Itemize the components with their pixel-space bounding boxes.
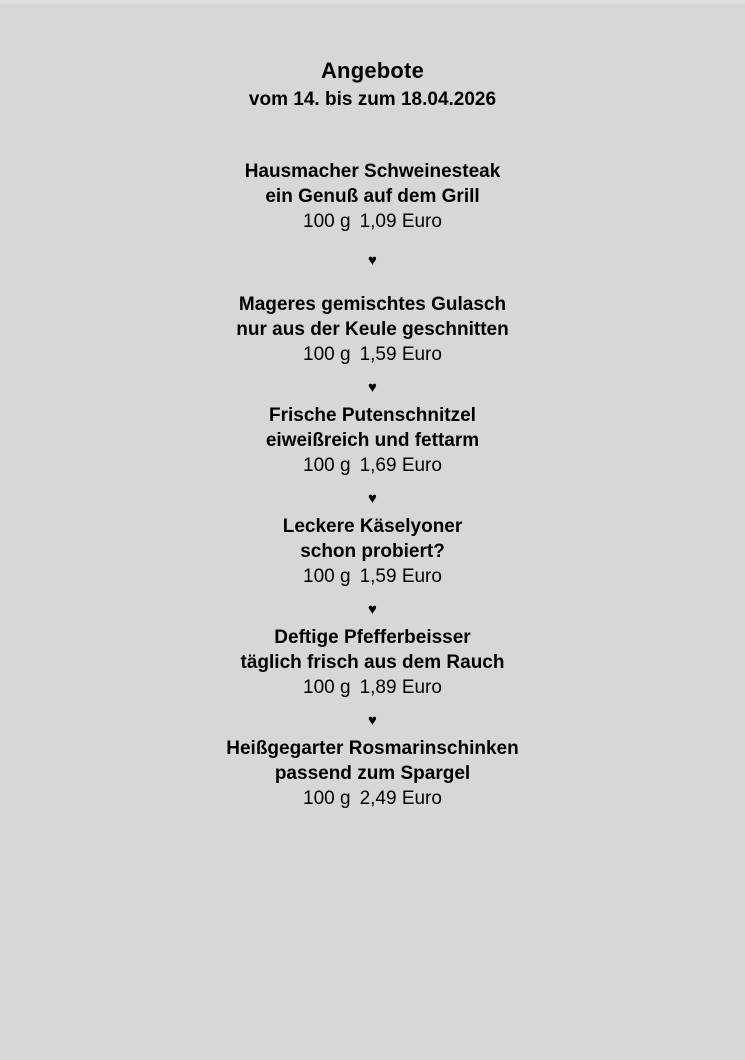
heart-icon: ♥ [368, 712, 377, 729]
heart-icon: ♥ [368, 379, 377, 396]
offer-period: vom 14. bis zum 18.04.2026 [248, 89, 497, 110]
offer-item [0, 403, 745, 479]
offer-name: Mageres gemischtes Gulasch [238, 294, 507, 315]
offer-amount: 1,89 Euro [359, 677, 442, 698]
offer-quantity: 100 g [303, 344, 351, 365]
offer-price [0, 209, 745, 235]
offer-quantity: 100 g [303, 455, 351, 476]
offer-description: schon probiert? [300, 541, 445, 562]
offer-item [0, 292, 745, 368]
offer-description: passend zum Spargel [274, 763, 471, 784]
offer-name: Hausmacher Schweinesteak [244, 161, 501, 182]
offer-price [0, 675, 745, 701]
offer-amount: 2,49 Euro [359, 788, 442, 809]
offer-price [0, 564, 745, 590]
offer-quantity: 100 g [303, 566, 351, 587]
heart-icon: ♥ [368, 490, 377, 507]
offers-list [0, 159, 745, 812]
offer-description: nur aus der Keule geschnitten [236, 319, 509, 340]
offer-item [0, 625, 745, 701]
offer-description: eiweißreich und fettarm [265, 430, 480, 451]
heart-icon: ♥ [368, 252, 377, 269]
offer-description: täglich frisch aus dem Rauch [240, 652, 505, 673]
offer-amount: 1,59 Euro [359, 344, 442, 365]
offer-item [0, 159, 745, 235]
heart-icon: ♥ [368, 601, 377, 618]
offer-name: Leckere Käselyoner [282, 516, 463, 537]
offer-amount: 1,59 Euro [359, 566, 442, 587]
offer-quantity: 100 g [303, 677, 351, 698]
offer-description: ein Genuß auf dem Grill [265, 186, 480, 207]
offer-price [0, 342, 745, 368]
offer-name: Heißgegarter Rosmarinschinken [226, 738, 519, 759]
page-title: Angebote [320, 58, 425, 83]
offer-name: Deftige Pfefferbeisser [274, 627, 471, 648]
offer-item [0, 736, 745, 812]
offer-item [0, 514, 745, 590]
offer-name: Frische Putenschnitzel [269, 405, 476, 426]
offer-quantity: 100 g [303, 788, 351, 809]
offer-price [0, 786, 745, 812]
offer-price [0, 453, 745, 479]
offer-amount: 1,09 Euro [359, 211, 442, 232]
offer-quantity: 100 g [303, 211, 351, 232]
offer-amount: 1,69 Euro [359, 455, 442, 476]
